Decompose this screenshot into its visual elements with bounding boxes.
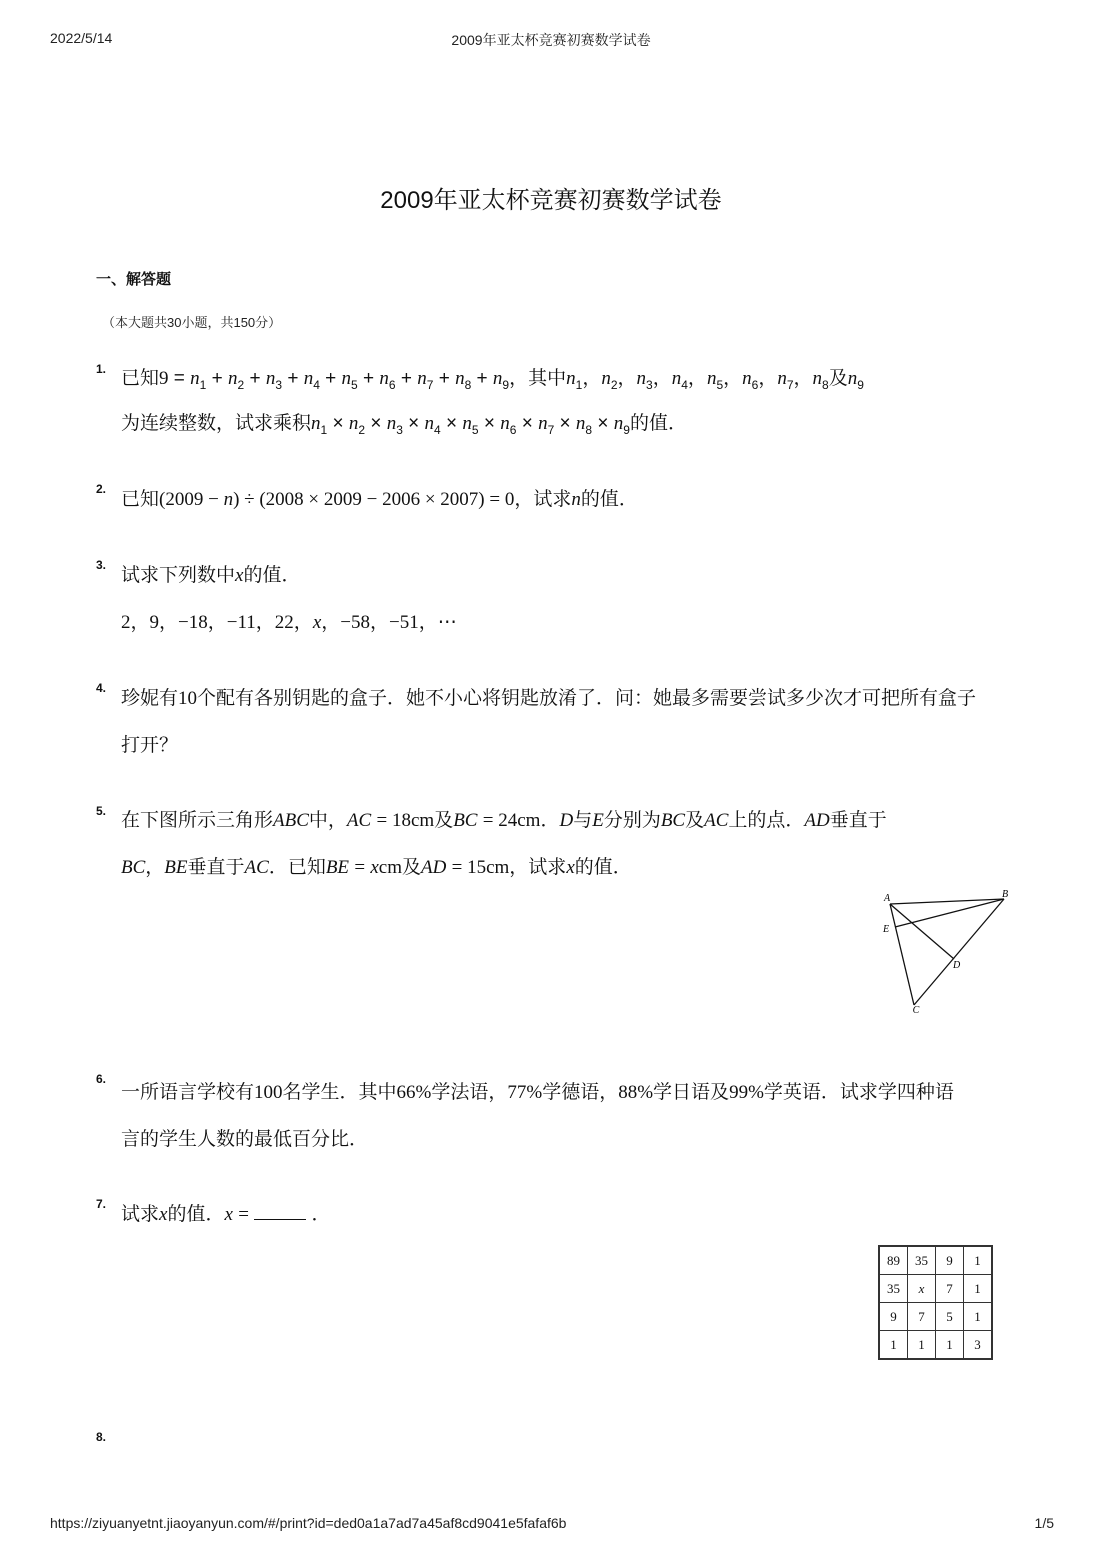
question-5-line-1: 在下图所示三角形ABC中，AC = 18cm及BC = 24cm．D与E分别为BC及AC上的点．AD垂直于 bbox=[121, 810, 887, 831]
question-2-number: 2. bbox=[96, 482, 107, 496]
footer-page-number: 1/5 bbox=[1034, 1515, 1054, 1531]
question-1-number: 1. bbox=[96, 362, 107, 376]
question-3-line-2: 2，9，−18，−11，22，x，−58，−51，⋯ bbox=[121, 612, 457, 633]
question-2-line-1: 已知(2009 − n) ÷ (2008 × 2009 − 2006 × 2007) = 0，试求n的值． bbox=[121, 489, 638, 510]
question-5-number: 5. bbox=[96, 804, 107, 818]
label-a: A bbox=[883, 893, 891, 904]
grid-cell: x bbox=[908, 1275, 936, 1303]
grid-cell: 9 bbox=[879, 1303, 908, 1331]
number-grid bbox=[878, 1245, 993, 1360]
question-5-line-2: BC，BE垂直于AC．已知BE = xcm及AD = 15cm，试求x的值． bbox=[121, 857, 632, 878]
question-3-line-1: 试求下列数中x的值． bbox=[121, 565, 301, 586]
question-6-line-2: 言的学生人数的最低百分比． bbox=[121, 1129, 369, 1150]
question-4-line-2: 打开？ bbox=[121, 735, 179, 756]
label-e: E bbox=[883, 924, 890, 935]
grid-cell: 89 bbox=[879, 1246, 908, 1275]
question-4-line-1: 珍妮有10个配有各别钥匙的盒子．她不小心将钥匙放淆了．问：她最多需要尝试多少次才可把所有盒子 bbox=[121, 688, 977, 709]
footer-url[interactable]: https://ziyuanyetnt.jiaoyanyun.com/#/print?id=ded0a1a7ad7a45af8cd9041e5fafaf6b bbox=[50, 1515, 567, 1531]
question-3-number: 3. bbox=[96, 558, 107, 572]
answer-blank bbox=[254, 1205, 306, 1220]
grid-cell: 1 bbox=[879, 1331, 908, 1360]
grid-cell: 35 bbox=[908, 1246, 936, 1275]
section-note: （本大题共30小题，共150分） bbox=[102, 315, 282, 330]
label-b: B bbox=[1002, 889, 1009, 900]
header-title: 2009年亚太杯竞赛初赛数学试卷 bbox=[451, 32, 651, 48]
question-4-number: 4. bbox=[96, 681, 107, 695]
section-heading: 一、解答题 bbox=[96, 271, 172, 288]
label-c: C bbox=[912, 1005, 920, 1016]
grid-cell: 9 bbox=[936, 1246, 964, 1275]
segment-ad bbox=[890, 904, 954, 959]
grid-cell: 1 bbox=[964, 1303, 993, 1331]
grid-cell: 1 bbox=[908, 1331, 936, 1360]
page-title: 2009年亚太杯竞赛初赛数学试卷 bbox=[380, 187, 722, 214]
question-8-number: 8. bbox=[96, 1430, 107, 1444]
grid-cell: 1 bbox=[936, 1331, 964, 1360]
question-7-line-1: 试求x的值．x = ． bbox=[121, 1204, 331, 1225]
question-1-line-1: 已知$9 = n_1 + n_2 + n_3 + n_4 + n_5 + n_6 + n_7 + n_8 + n_9$，其中$n_1$，$n_2$，$n_3$，$n_4$，$n_5$，$n_6$，$n_7$，$n_8$及$n_9$ bbox=[121, 368, 864, 392]
question-1-line-2: 为连续整数，试求乘积$n_1 \times n_2 \times n_3 \times n_4 \times n_5 \times n_6 \times n_7 \times n_8 \times n_9$的值． bbox=[121, 413, 687, 437]
grid-cell: 7 bbox=[936, 1275, 964, 1303]
side-ac bbox=[890, 904, 914, 1005]
header-date: 2022/5/14 bbox=[50, 30, 113, 46]
grid-cell: 1 bbox=[964, 1275, 993, 1303]
question-7-number: 7. bbox=[96, 1197, 107, 1211]
grid-cell: 3 bbox=[964, 1331, 993, 1360]
grid-cell: 35 bbox=[879, 1275, 908, 1303]
grid-cell: 5 bbox=[936, 1303, 964, 1331]
side-bc bbox=[914, 899, 1004, 1005]
grid-cell: 1 bbox=[964, 1246, 993, 1275]
triangle-figure bbox=[870, 885, 1020, 1020]
question-6-number: 6. bbox=[96, 1072, 107, 1086]
question-6-line-1: 一所语言学校有100名学生．其中66%学法语，77%学德语，88%学日语及99%学英语．试求学四种语 bbox=[121, 1082, 954, 1103]
label-d: D bbox=[953, 960, 961, 971]
grid-cell: 7 bbox=[908, 1303, 936, 1331]
